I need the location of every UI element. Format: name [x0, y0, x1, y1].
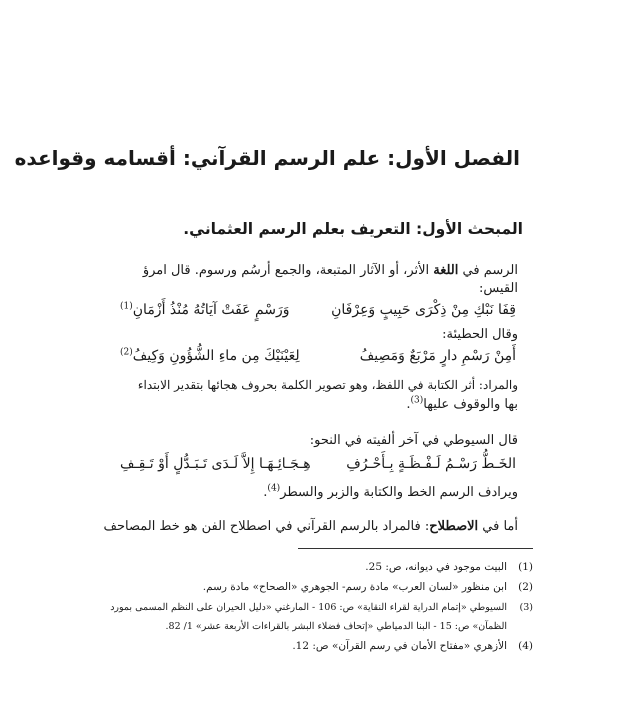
text-run: .	[406, 397, 411, 412]
footnote-divider	[298, 548, 533, 549]
paragraph-line: قال السيوطي في آخر ألفيته في النحو:	[309, 433, 518, 448]
paragraph-line: وقال الحطيئة:	[442, 327, 518, 342]
text-run: الأثر، أو الآثار المتبعة، والجمع أرسُم ورسوم. قال امرؤ	[142, 263, 434, 278]
verse-hemistich: الخَـطُّ رَسْـمُ لَـفْـظَـةٍ بِـأَحْـرُفِ	[346, 456, 516, 472]
verse-text: لِعَيْنَيْكَ مِن ماءِ الشُّؤُونِ وَكِيفُ	[132, 348, 300, 364]
footnote	[292, 639, 533, 654]
paragraph-line: القيس:	[478, 281, 518, 296]
footnote-number: (3)	[519, 602, 533, 613]
footnote-text: الأزهري «مفتاح الأمان في رسم القرآن» ص: 12.	[292, 640, 507, 652]
text-run: أما في	[478, 519, 518, 534]
text-run: الرسم في	[458, 263, 518, 278]
chapter-title: الفصل الأول: علم الرسم القرآني: أقسامه وقواعده	[14, 146, 520, 170]
paragraph-line	[263, 484, 518, 502]
footnote-text: السيوطي «إتمام الدراية لقراء النقاية» ص: 106 - المارغني «دليل الحيران على النظم المسمى بمورد	[110, 602, 507, 613]
footnote	[365, 560, 533, 575]
verse-hemistich: أَمِنْ رَسْمِ دارٍ مَرْبَعٌ وَمَصِيفُ	[359, 348, 516, 364]
text-run: ويرادف الرسم الخط والكتابة والزبر والسطر	[280, 485, 518, 500]
footnote-text: ابن منظور «لسان العرب» مادة رسم- الجوهري «الصحاح» مادة رسم.	[202, 581, 507, 593]
paragraph-line	[143, 262, 518, 280]
footnote-number: (1)	[518, 561, 533, 573]
verse-hemistich: هِـجَـائِـهَـا إِلاَّ لَـدَى تَـبَـدُّلٍ أَوْ تَـقِـفِ	[120, 456, 311, 472]
footnote	[203, 580, 533, 595]
footnote-number: (2)	[518, 581, 533, 593]
footnote-ref: (3)	[410, 395, 424, 406]
verse-hemistich	[120, 302, 290, 318]
verse-hemistich: قِفَا نَبْكِ مِنْ ذِكْرَى حَبِيبٍ وَعِرْفَانِ	[331, 302, 516, 318]
text-run: بها والوقوف عليها	[423, 397, 518, 412]
footnote	[110, 600, 533, 615]
footnote-number: (4)	[518, 640, 533, 652]
footnote	[166, 619, 534, 634]
paragraph-line	[406, 396, 518, 414]
footnote-text: البيت موجود في ديوانه، ص: 25.	[365, 561, 507, 573]
paragraph-line: والمراد: أثر الكتابة في اللفظ، وهو تصوير الكلمة بحروف هجائها بتقدير الابتداء	[137, 378, 518, 392]
text-run: .	[263, 485, 268, 500]
footnote-ref: (4)	[267, 483, 281, 494]
footnote-ref: (2)	[120, 347, 133, 358]
verse-text: وَرَسْمٍ عَفَتْ آيَاتُهُ مُنْذُ أَزْمَانِ	[132, 302, 290, 318]
bold-term: الاصطلاح	[429, 519, 479, 534]
footnote-ref: (1)	[120, 301, 133, 312]
text-run: : فالمراد بالرسم القرآني في اصطلاح الفن هو خط المصاحف	[103, 519, 430, 534]
paragraph-line	[103, 518, 518, 536]
verse-hemistich	[120, 348, 300, 364]
footnote-text: الظمآن» ص: 15 - البنا الدمياطي «إتحاف فضلاء البشر بالقراءات الأربعة عشر» 1/ 82.	[165, 621, 507, 632]
section-title: المبحث الأول: التعريف بعلم الرسم العثماني.	[183, 220, 523, 238]
bold-term: اللغة	[433, 263, 459, 278]
